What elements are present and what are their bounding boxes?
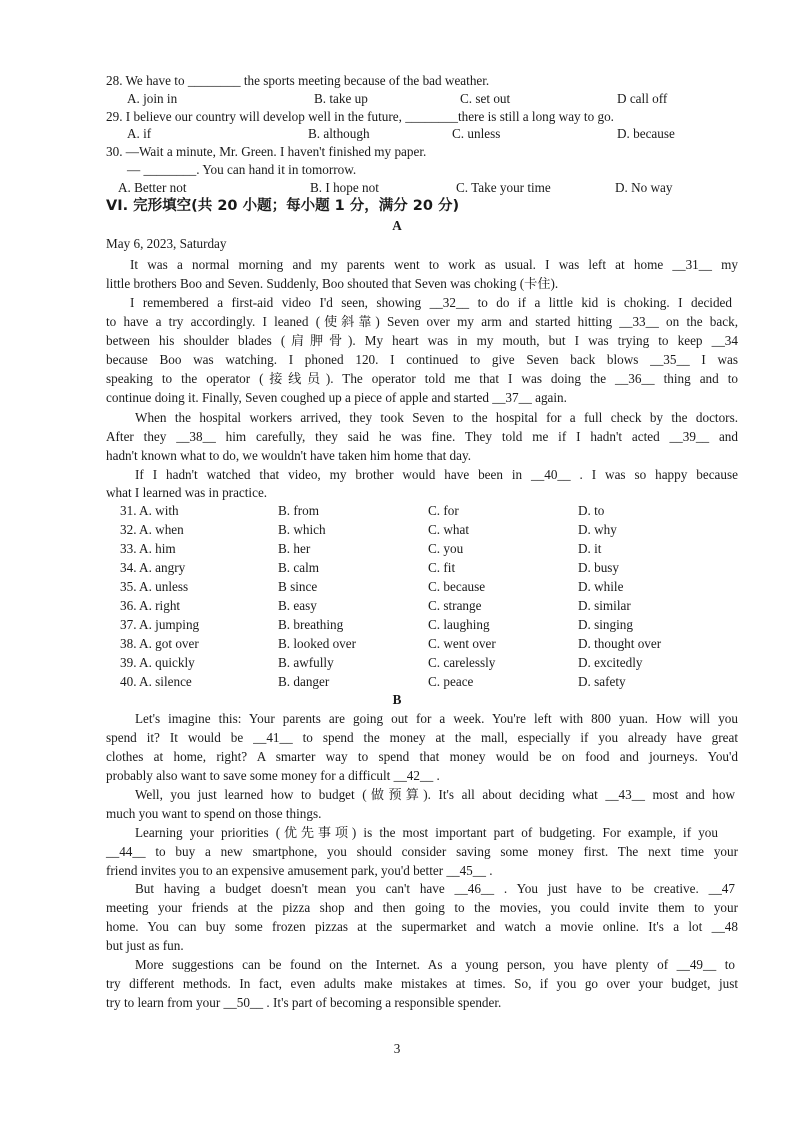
option-31-d: D. to <box>578 503 605 518</box>
option-39-a: 39. A. quickly <box>120 655 195 670</box>
option-34-a: 34. A. angry <box>120 560 186 575</box>
option-33-a: 33. A. him <box>120 541 176 556</box>
option-35-b: B since <box>278 579 318 594</box>
passage-a-line: When the hospital workers arrived, they took Seven to the hospital for a full check by the doctors. <box>135 410 738 425</box>
page-number: 3 <box>393 1041 401 1056</box>
passage-a-line: It was a normal morning and my parents went to work as usual. I was left at home __31__ my <box>130 257 738 272</box>
q30-option-b: B. I hope not <box>310 180 379 195</box>
passage-b-line: clothes at home, right? A smarter way to spend that money would be on food and journeys. You'd <box>106 749 738 764</box>
passage-b-line: __44__ to buy a new smartphone, you should consider saving some money first. The next time your <box>106 844 738 859</box>
question-30-stem: 30. —Wait a minute, Mr. Green. I haven't finished my paper. <box>106 144 427 159</box>
option-40-a: 40. A. silence <box>120 674 192 689</box>
question-29-stem: 29. I believe our country will develop well in the future, ________there is still a long way to go. <box>106 109 614 124</box>
option-36-d: D. similar <box>578 598 631 613</box>
passage-b-line: spend it? It would be __41__ to spend the money at the mall, especially if you already have great <box>106 730 738 745</box>
option-36-b: B. easy <box>278 598 317 613</box>
option-38-a: 38. A. got over <box>120 636 199 651</box>
option-31-c: C. for <box>428 503 459 518</box>
option-31-b: B. from <box>278 503 320 518</box>
passage-b-line: Let's imagine this: Your parents are going out for a week. You're left with 800 yuan. How will you <box>135 711 738 726</box>
option-35-d: D. while <box>578 579 624 594</box>
passage-b-line: But having a budget doesn't mean you can't have __46__ . You just have to be creative. __47 <box>135 881 735 896</box>
option-39-c: C. carelessly <box>428 655 496 670</box>
q28-option-a: A. join in <box>127 91 178 106</box>
q28-option-c: C. set out <box>460 91 511 106</box>
passage-b-line: friend invites you to an expensive amusement park, you'd better __45__ . <box>106 863 493 878</box>
option-37-c: C. laughing <box>428 617 490 632</box>
option-37-b: B. breathing <box>278 617 344 632</box>
option-35-c: C. because <box>428 579 486 594</box>
passage-a-line: what I learned was in practice. <box>106 485 268 500</box>
passage-a-line: hadn't known what to do, we wouldn't have taken him home that day. <box>106 448 472 463</box>
option-40-d: D. safety <box>578 674 626 689</box>
passage-b-line: try to learn from your __50__ . It's part of becoming a responsible spender. <box>106 995 502 1010</box>
option-37-a: 37. A. jumping <box>120 617 200 632</box>
q29-option-d: D. because <box>617 126 675 141</box>
q29-option-a: A. if <box>127 126 152 141</box>
passage-a-line: If I hadn't watched that video, my brother would have been in __40__ . I was so happy because <box>135 467 738 482</box>
passage-b-line: probably also want to save some money for a difficult __42__ . <box>106 768 440 783</box>
part-b-label: B <box>392 692 402 707</box>
passage-a-line: between his shoulder blades (肩胛骨). My heart was in my mouth, but I was trying to keep __34 <box>106 333 738 348</box>
q29-option-b: B. although <box>308 126 370 141</box>
passage-a-line: little brothers Boo and Seven. Suddenly, Boo shouted that Seven was choking (卡住). <box>106 276 559 291</box>
option-31-a: 31. A. with <box>120 503 179 518</box>
question-30-stem-reply: — ________. You can hand it in tomorrow. <box>127 162 357 177</box>
option-33-d: D. it <box>578 541 602 556</box>
option-40-c: C. peace <box>428 674 474 689</box>
passage-a-date: May 6, 2023, Saturday <box>106 236 227 251</box>
passage-b-line: Learning your priorities (优先事项) is the most important part of budgeting. For example, if you <box>135 825 718 840</box>
option-38-d: D. thought over <box>578 636 662 651</box>
question-28-stem: 28. We have to ________ the sports meeting because of the bad weather. <box>106 73 490 88</box>
passage-b-line: much you want to spend on those things. <box>106 806 322 821</box>
passage-b-line: home. You can buy some frozen pizzas at the supermarket and watch a movie online. It's a lot __48 <box>106 919 738 934</box>
passage-b-line: try different methods. In fact, even adults make mistakes at times. So, if you go over your budget, just <box>106 976 738 991</box>
option-38-c: C. went over <box>428 636 496 651</box>
option-37-d: D. singing <box>578 617 633 632</box>
passage-b-line: More suggestions can be found on the Internet. As a young person, you have plenty of __49__ to <box>135 957 735 972</box>
option-39-d: D. excitedly <box>578 655 643 670</box>
option-36-c: C. strange <box>428 598 482 613</box>
option-32-b: B. which <box>278 522 326 537</box>
option-40-b: B. danger <box>278 674 330 689</box>
option-34-c: C. fit <box>428 560 456 575</box>
q30-option-a: A. Better not <box>118 180 187 195</box>
passage-a-line: continue doing it. Finally, Seven coughed up a piece of apple and started __37__ again. <box>106 390 567 405</box>
option-34-b: B. calm <box>278 560 320 575</box>
q30-option-c: C. Take your time <box>456 180 551 195</box>
passage-a-line: I remembered a first-aid video I'd seen, showing __32__ to do if a little kid is choking. I decided <box>130 295 732 310</box>
option-32-d: D. why <box>578 522 617 537</box>
passage-a-line: to have a try accordingly. I leaned (使斜靠) Seven over my arm and started hitting __33__ on the back, <box>106 314 738 329</box>
option-34-d: D. busy <box>578 560 620 575</box>
part-a-label: A <box>392 218 402 233</box>
option-33-c: C. you <box>428 541 464 556</box>
passage-b-line: but just as fun. <box>106 938 184 953</box>
passage-a-line: because Boo was watching. I phoned 120. I continued to give Seven back blows __35__ I was <box>106 352 738 367</box>
option-35-a: 35. A. unless <box>120 579 189 594</box>
option-32-a: 32. A. when <box>120 522 184 537</box>
q30-option-d: D. No way <box>615 180 673 195</box>
q29-option-c: C. unless <box>452 126 501 141</box>
passage-b-line: Well, you just learned how to budget (做预算). It's all about deciding what __43__ most and how <box>135 787 735 802</box>
option-33-b: B. her <box>278 541 311 556</box>
passage-a-line: After they __38__ him carefully, they said he was fine. They told me if I hadn't acted __39__ and <box>106 429 738 444</box>
option-32-c: C. what <box>428 522 470 537</box>
section-title: VI. 完形填空(共 20 小题；每小题 1 分，满分 20 分) <box>106 198 460 214</box>
passage-b-line: meeting your friends at the pizza shop and then going to the movies, you could invite them to your <box>106 900 738 915</box>
passage-a-line: speaking to the operator (接线员). The operator told me that I was doing the __36__ thing and to <box>106 371 738 386</box>
q28-option-b: B. take up <box>314 91 368 106</box>
q28-option-d: D call off <box>617 91 668 106</box>
option-38-b: B. looked over <box>278 636 357 651</box>
option-39-b: B. awfully <box>278 655 334 670</box>
option-36-a: 36. A. right <box>120 598 181 613</box>
